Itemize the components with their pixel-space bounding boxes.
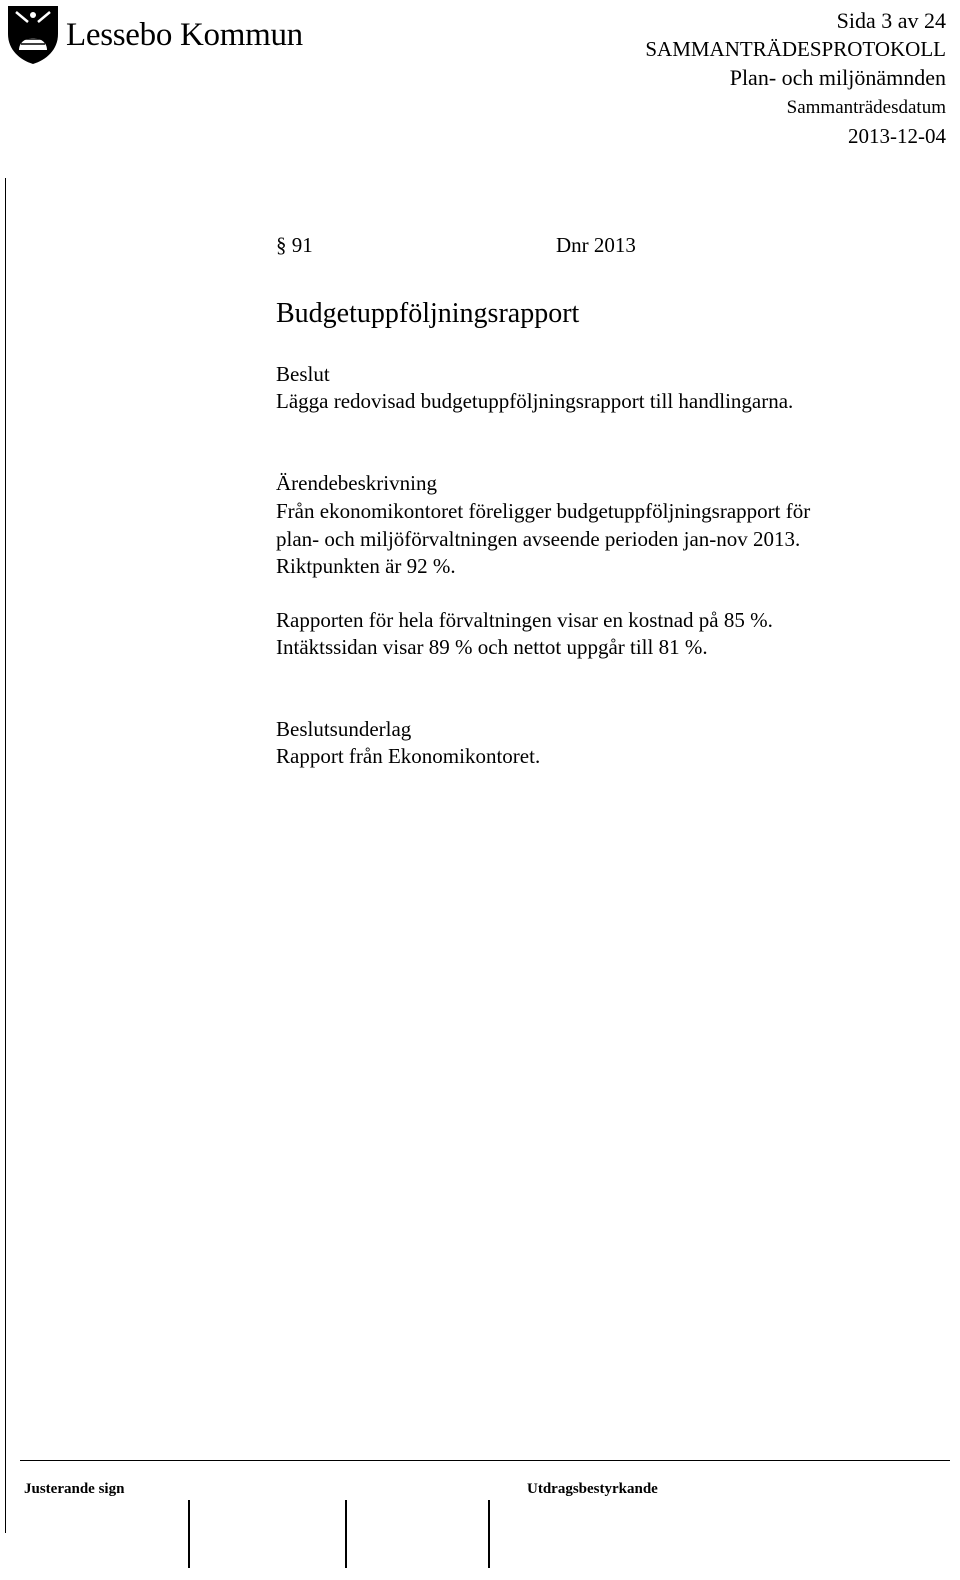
description-line: Från ekonomikontoret föreligger budgetuppföljningsrapport för bbox=[276, 499, 811, 523]
coat-of-arms-icon bbox=[6, 4, 60, 66]
beslutsunderlag-heading: Beslutsunderlag bbox=[276, 717, 412, 741]
beslutsunderlag-text: Rapport från Ekonomikontoret. bbox=[276, 744, 541, 768]
description-line: Riktpunkten är 92 %. bbox=[276, 554, 456, 578]
signature-box-divider bbox=[488, 1500, 490, 1568]
justerande-sign-label: Justerande sign bbox=[24, 1481, 125, 1497]
page-title: Budgetuppföljningsrapport bbox=[276, 298, 580, 329]
municipality-logo bbox=[6, 4, 303, 66]
utdragsbestyrkande-label: Utdragsbestyrkande bbox=[527, 1481, 658, 1497]
section-number bbox=[276, 233, 313, 258]
description-line: Rapporten för hela förvaltningen visar en kostnad på 85 %. bbox=[276, 608, 773, 632]
section-number-value: 91 bbox=[291, 233, 313, 257]
signature-box-divider bbox=[345, 1500, 347, 1568]
beslut-heading: Beslut bbox=[276, 362, 330, 386]
date-label: Sammanträdesdatum bbox=[786, 97, 946, 118]
description-line: Intäktssidan visar 89 % och nettot uppgår till 81 %. bbox=[276, 635, 708, 659]
meeting-date: 2013-12-04 bbox=[848, 124, 946, 148]
dnr: Dnr 2013 bbox=[556, 233, 636, 257]
beslut-text: Lägga redovisad budgetuppföljningsrapport till handlingarna. bbox=[276, 389, 794, 413]
page-indicator: Sida 3 av 24 bbox=[836, 8, 946, 33]
description-line: plan- och miljöförvaltningen avseende perioden jan-nov 2013. bbox=[276, 527, 801, 551]
left-margin-line bbox=[5, 178, 6, 1533]
footer-divider bbox=[20, 1460, 950, 1461]
committee-name: Plan- och miljönämnden bbox=[729, 65, 946, 90]
document-type: SAMMANTRÄDESPROTOKOLL bbox=[645, 37, 946, 61]
arendebeskrivning-heading: Ärendebeskrivning bbox=[276, 471, 437, 495]
logo-text: Lessebo Kommun bbox=[66, 16, 303, 53]
paragraph-symbol: § bbox=[276, 233, 287, 257]
signature-box-divider bbox=[188, 1500, 190, 1568]
